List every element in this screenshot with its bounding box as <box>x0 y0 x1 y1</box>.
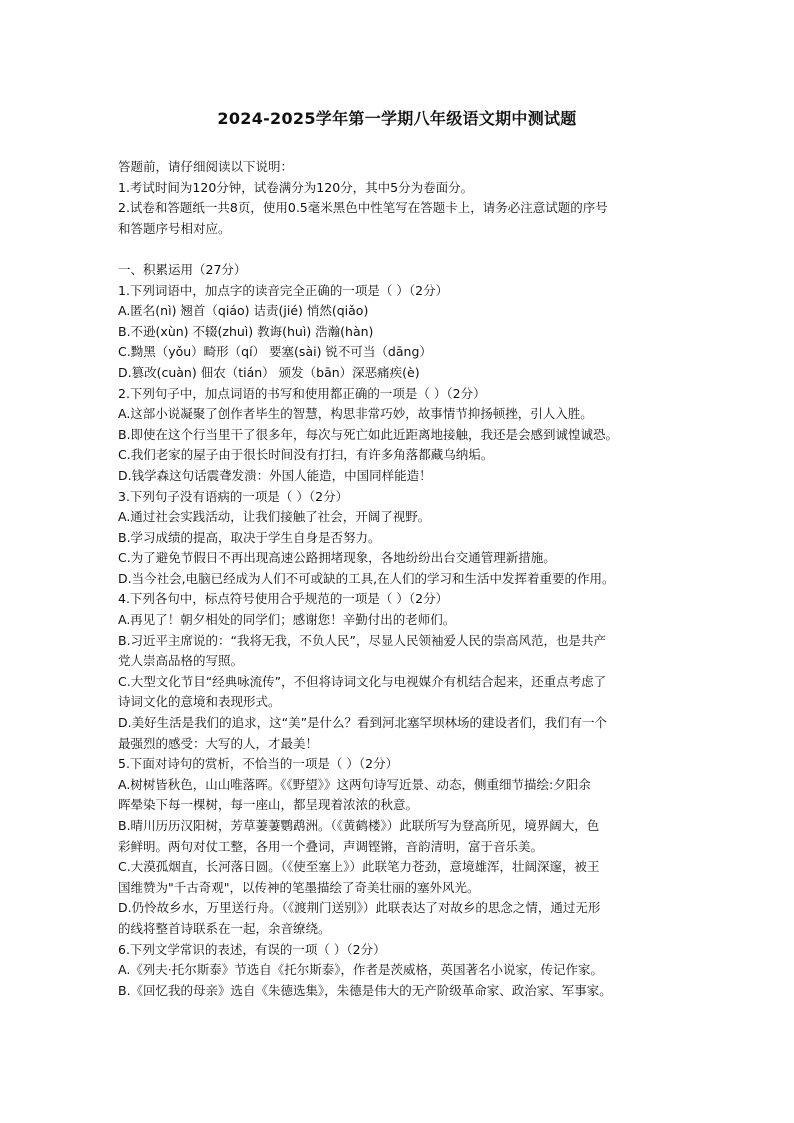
text-line: A.再见了！朝夕相处的同学们；感谢您！辛勤付出的老师们。 <box>118 612 456 628</box>
text-line: 晖晕染下每一棵树，每一座山，都呈现着浓浓的秋意。 <box>118 797 419 813</box>
text-line: D.仍怜故乡水，万里送行舟。（《渡荆门送别》）此联表达了对故乡的思念之情，通过无形 <box>118 900 601 916</box>
text-line: D.钱学森这句话震聋发溃：外国人能造，中国同样能造！ <box>118 467 432 483</box>
text-line: B.习近平主席说的：“我将无我，不负人民”，尽显人民领袖爱人民的崇高风范，也是共产 <box>118 632 607 648</box>
text-line: A.这部小说凝聚了创作者毕生的智慧，构思非常巧妙，故事情节抑扬顿挫，引人入胜。 <box>118 406 593 422</box>
text-line: D.篡改(cuàn) 佃农（tián） 颁发（bān）深恶痛疾(è) <box>118 364 420 380</box>
text-line: D.美好生活是我们的追求，这“美”是什么？看到河北塞罕坝林场的建设者们，我们有一个 <box>118 715 608 731</box>
text-line: A.匿名(nì) 翘首（qiáo) 诘责(jié) 悄然(qiǎo) <box>118 303 369 319</box>
text-line: 和答题序号相对应。 <box>118 220 231 236</box>
text-line: B.晴川历历汉阳树，芳草萋萋鹦鹉洲。（《黄鹤楼》）此联所写为登高所见，境界阔大，色 <box>118 818 600 833</box>
text-line: B.学习成绩的提高，取决于学生自身是否努力。 <box>118 529 381 545</box>
text-line: 1.考试时间为120分钟，试卷满分为120分，其中5分为卷面分。 <box>118 179 474 195</box>
text-line: B.不逊(xùn) 不辍(zhuì) 教诲(huì) 浩瀚(hàn) <box>118 323 374 339</box>
text-line: D.当今社会,电脑已经成为人们不可或缺的工具,在人们的学习和生活中发挥着重要的作用。 <box>118 570 615 586</box>
text-line: A.《列夫·托尔斯泰》节选自《托尔斯泰》，作者是茨威格，英国著名小说家，传记作家。 <box>118 962 604 978</box>
text-line: C.大漠孤烟直，长河落日圆。（《使至塞上》）此联笔力苍劲，意境雄浑，壮阔深邃，被王 <box>118 859 600 875</box>
text-line: 国维赞为"千古奇观"，以传神的笔墨描绘了奇美壮丽的塞外风光。 <box>118 879 480 895</box>
text-line: B.《回忆我的母亲》选自《朱德选集》，朱德是伟大的无产阶级革命家、政治家、军事家。 <box>118 982 612 998</box>
text-line: C.黝黑（yǒu）畸形（qí） 要塞(sài) 锐不可当（dāng） <box>118 344 432 360</box>
text-line: 6.下列文学常识的表述，有误的一项（ ）（2分） <box>118 941 386 957</box>
text-line: C.大型文化节目“经典咏流传”，不但将诗词文化与电视媒介有机结合起来，还重点考虑了 <box>118 673 607 689</box>
text-line: 5.下面对诗句的赏析，不恰当的一项是（ ）（2分） <box>118 756 399 772</box>
text-line: 诗词文化的意境和表现形式。 <box>118 694 281 710</box>
text-line: 3.下列句子没有语病的一项是（ ）（2分） <box>118 488 349 504</box>
text-line: A.树树皆秋色，山山唯落晖。《《野望》》这两句诗写近景、动态，侧重细节描绘:夕阳余 <box>118 776 591 792</box>
text-line: C.为了避免节假日不再出现高速公路拥堵现象，各地纷纷出台交通管理新措施。 <box>118 550 556 566</box>
blank-line <box>118 239 680 260</box>
text-line: B.即使在这个行当里干了很多年，每次与死亡如此近距离地接触，我还是会感到诚惶诚恐。 <box>118 426 619 442</box>
text-line: 最强烈的感受：大写的人，才最美！ <box>118 735 319 751</box>
exam-title: 2024-2025学年第一学期八年级语文期中测试题 <box>217 109 577 128</box>
text-line: 彩鲜明。两句对仗工整，各用一个叠词，声调铿锵，音韵清明，富于音乐美。 <box>118 838 544 854</box>
exam-body <box>118 157 680 1001</box>
text-line: 的线将整首诗联系在一起，余音缭绕。 <box>118 920 331 936</box>
text-line: 2.试卷和答题纸一共8页，使用0.5毫米黑色中性笔写在答题卡上，请务必注意试题的序号 <box>118 200 608 216</box>
text-line: 1.下列词语中，加点字的读音完全正确的一项是（ ）（2分） <box>118 282 449 298</box>
text-line: 党人崇高品格的写照。 <box>118 653 244 669</box>
text-line: 一、积累运用（27分） <box>118 261 247 277</box>
text-line: 2.下列句子中，加点词语的书写和使用都正确的一项是（ ）（2分） <box>118 385 486 401</box>
text-line: 答题前，请仔细阅读以下说明： <box>118 159 294 174</box>
text-line: A.通过社会实践活动，让我们接触了社会，开阔了视野。 <box>118 509 431 525</box>
text-line: C.我们老家的屋子由于很长时间没有打扫，有许多角落都藏乌纳垢。 <box>118 447 494 463</box>
text-line: 4.下列各句中，标点符号使用合乎规范的一项是（ ）（2分） <box>118 591 449 607</box>
